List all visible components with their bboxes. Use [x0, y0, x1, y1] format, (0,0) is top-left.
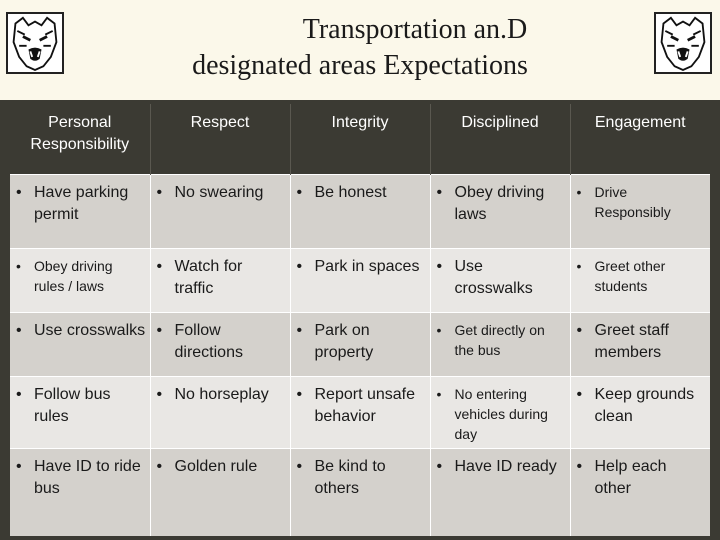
- table-row: [10, 449, 710, 537]
- bullet-icon: •: [436, 322, 442, 338]
- bullet-icon: •: [156, 458, 163, 475]
- table-cell: • Watch for traffic: [150, 249, 290, 313]
- tiger-logo-icon: [654, 12, 712, 74]
- bullet-icon: •: [156, 258, 163, 275]
- table-cell: • Drive Responsibly: [570, 175, 710, 249]
- bullet-icon: •: [436, 184, 443, 201]
- table-cell: • Have ID ready: [430, 449, 570, 537]
- column-header: Personal Responsibility: [10, 104, 150, 175]
- table-row: [10, 249, 710, 313]
- table-cell: • No horseplay: [150, 377, 290, 449]
- table-cell: • No entering vehicles during day: [430, 377, 570, 449]
- bullet-icon: •: [16, 458, 22, 475]
- table-cell: • Help each other: [570, 449, 710, 537]
- table-cell: • Greet other students: [570, 249, 710, 313]
- bullet-icon: •: [156, 184, 163, 201]
- title-band: [0, 0, 720, 100]
- table-cell: • Have parking permit: [10, 175, 150, 249]
- table-cell: • Follow bus rules: [10, 377, 150, 449]
- bullet-icon: •: [576, 184, 582, 200]
- bullet-icon: •: [576, 458, 583, 475]
- column-header: Respect: [150, 104, 290, 175]
- bullet-icon: •: [16, 386, 22, 403]
- bullet-icon: •: [576, 322, 583, 339]
- table-cell: • Golden rule: [150, 449, 290, 537]
- table-cell: • Be honest: [290, 175, 430, 249]
- table-cell: • Use crosswalks: [430, 249, 570, 313]
- bullet-icon: •: [436, 386, 442, 402]
- title-line-2: designated areas Expectations: [192, 50, 528, 81]
- bullet-icon: •: [576, 386, 583, 403]
- table-cell: • No swearing: [150, 175, 290, 249]
- column-header: Integrity: [290, 104, 430, 175]
- table-cell: • Park on property: [290, 313, 430, 377]
- bullet-icon: •: [576, 258, 582, 274]
- table-cell: • Obey driving laws: [430, 175, 570, 249]
- bullet-icon: •: [296, 258, 303, 275]
- table-row: [10, 313, 710, 377]
- bullet-icon: •: [156, 322, 163, 339]
- tiger-logo-icon: [6, 12, 64, 74]
- table-cell: • Get directly on the bus: [430, 313, 570, 377]
- title-line-1: Transportation an.D: [302, 14, 528, 45]
- bullet-icon: •: [296, 458, 303, 475]
- table-cell: • Use crosswalks: [10, 313, 150, 377]
- table-cell: • Keep grounds clean: [570, 377, 710, 449]
- expectations-table: [10, 104, 710, 536]
- header-row: [10, 104, 710, 175]
- bullet-icon: •: [436, 258, 443, 275]
- bullet-icon: •: [16, 184, 22, 201]
- bullet-icon: •: [16, 258, 21, 274]
- bullet-icon: •: [16, 322, 22, 339]
- table-cell: • Report unsafe behavior: [290, 377, 430, 449]
- bullet-icon: •: [296, 322, 303, 339]
- bullet-icon: •: [436, 458, 443, 475]
- page-title: [70, 12, 650, 84]
- bullet-icon: •: [296, 184, 303, 201]
- bullet-icon: •: [156, 386, 163, 403]
- bullet-icon: •: [296, 386, 303, 403]
- table-cell: • Obey driving rules / laws: [10, 249, 150, 313]
- table-cell: • Be kind to others: [290, 449, 430, 537]
- table-cell: • Have ID to ride bus: [10, 449, 150, 537]
- table-cell: • Follow directions: [150, 313, 290, 377]
- table-cell: • Park in spaces: [290, 249, 430, 313]
- column-header: Engagement: [570, 104, 710, 175]
- table-row: [10, 175, 710, 249]
- table-row: [10, 377, 710, 449]
- column-header: Disciplined: [430, 104, 570, 175]
- table-cell: • Greet staff members: [570, 313, 710, 377]
